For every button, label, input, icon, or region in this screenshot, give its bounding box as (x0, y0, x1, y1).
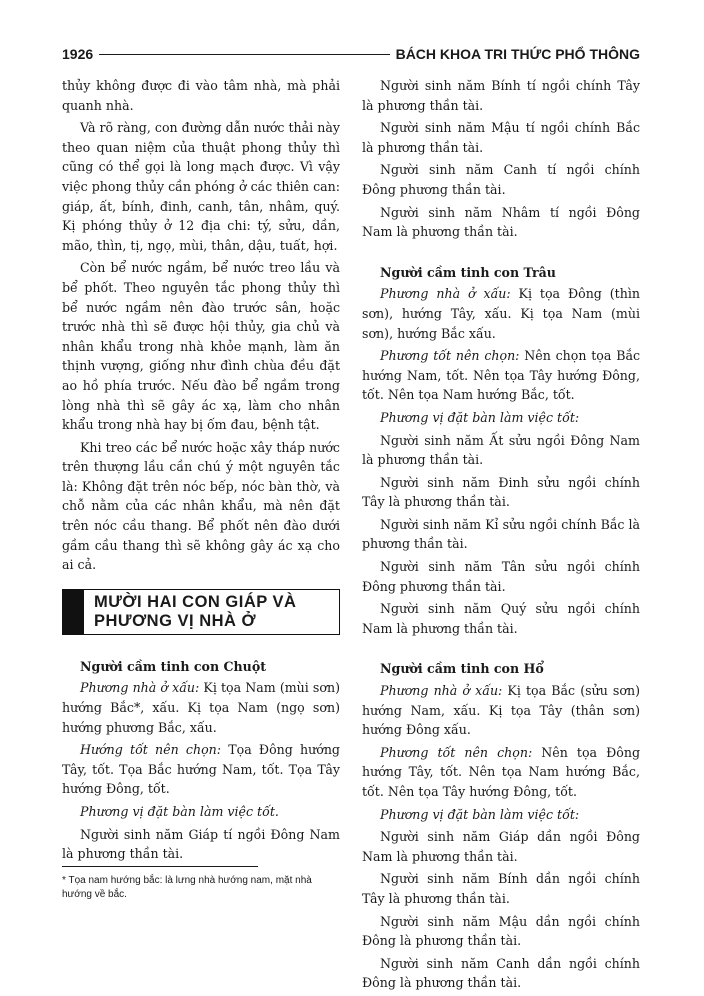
spacer (362, 245, 640, 263)
text: Tọa Đông hướng Tây, tốt. Tọa Bắc hướng Nam, tốt. Tọa Tây hướng Đông, tốt. (62, 742, 340, 797)
paragraph (362, 408, 640, 428)
label: Phương vị đặt bàn làm việc tốt: (380, 409, 580, 425)
paragraph: Người sinh năm Giáp tí ngồi Đông Nam là phương thần tài. (62, 826, 340, 862)
section-title-line: PHƯƠNG VỊ NHÀ Ở (94, 611, 257, 630)
paragraph (62, 802, 340, 822)
paragraph (362, 681, 640, 740)
paragraph: Người sinh năm Mậu dần ngồi chính Đông là phương thần tài. (362, 913, 640, 949)
paragraph: Người sinh năm Nhâm tí ngồi Đông Nam là phương thần tài. (362, 204, 640, 240)
paragraph (362, 346, 640, 405)
label: Phương tốt nên chọn: (380, 744, 533, 760)
label: Phương vị đặt bàn làm việc tốt: (380, 806, 580, 822)
page-number: 1926 (62, 46, 94, 62)
book-title: BÁCH KHOA TRI THỨC PHỔ THÔNG (395, 46, 640, 62)
paragraph: Và rõ ràng, con đường dẫn nước thải này theo quan niệm của thuật phong thủy thì cũng có thể gọi là long mạch được. Vì vậy việc phong thủy cần phóng ở các thiên can: giáp, ất, bính, đinh, canh, tân, nhâm, quý. Kị phóng thủy ở 12 địa chi: tý, sửu, dần, mão, thìn, tị, ngọ, mùi, thân, dậu, tuất, hợi. (62, 120, 340, 253)
zodiac-heading: Người cầm tinh con Chuột (80, 658, 267, 674)
paragraph: Người sinh năm Giáp dần ngồi Đông Nam là phương thần tài. (362, 829, 640, 864)
paragraph (362, 805, 640, 825)
paragraph: Khi treo các bể nước hoặc xây tháp nước trên thượng lầu cần chú ý một nguyên tắc là: Không đặt trên nóc bếp, nóc bàn thờ, và chỗ nằm của các nhân khẩu, mà nên đặt trên nóc cầu thang. Bể phốt nên đào dưới gầm cầu thang thì sẽ không gây ác xạ cho ai cả. (62, 439, 340, 573)
paragraph: Người sinh năm Mậu tí ngồi chính Bắc là phương thần tài. (362, 120, 640, 155)
paragraph (362, 743, 640, 802)
section-title (62, 589, 340, 635)
paragraph: Người sinh năm Bính tí ngồi chính Tây là phương thần tài. (362, 78, 640, 113)
label: Phương nhà ở xấu: (380, 286, 511, 302)
text: Nên tọa Đông hướng Tây, tốt. Nên tọa Nam hướng Bắc, tốt. Nên tọa Tây hướng Đông, tốt. (362, 744, 640, 799)
label: Phương vị đặt bàn làm việc tốt. (80, 804, 279, 819)
spacer (362, 641, 640, 659)
zodiac-heading: Người cầm tinh con Hổ (380, 661, 544, 677)
paragraph: Người sinh năm Đinh sửu ngồi chính Tây là phương thần tài. (362, 474, 640, 510)
paragraph: Người sinh năm Kỉ sửu ngồi chính Bắc là phương thần tài. (362, 516, 640, 552)
page-header (62, 44, 640, 64)
text: Kị tọa Đông (thìn sơn), hướng Tây, xấu. Kị tọa Nam (mùi sơn), hướng Bắc xấu. (362, 286, 640, 341)
paragraph: Người sinh năm Quý sửu ngồi chính Nam là phương thần tài. (362, 601, 640, 636)
label: Phương tốt nên chọn: (380, 348, 520, 364)
text: Kị tọa Nam (mùi sơn) hướng Bắc*, xấu. Kị tọa Nam (ngọ sơn) hướng phương Bắc, xấu. (62, 680, 340, 735)
label: Phương nhà ở xấu: (80, 680, 200, 696)
paragraph: Người sinh năm Ất sửu ngồi Đông Nam là phương thần tài. (362, 432, 640, 468)
paragraph (362, 284, 640, 343)
section-title-box (84, 589, 340, 635)
paragraph (62, 740, 340, 799)
left-column (62, 76, 340, 867)
section-title-bar (62, 589, 84, 635)
footnote-rule (62, 866, 258, 867)
paragraph: Còn bể nước ngầm, bể nước treo lầu và bể phốt. Theo nguyên tắc phong thủy thì bể nước ngầm nên đào trước sân, hoặc trước nhà thì sẽ được hội thủy, gia chủ và nhân khẩu trong nhà khỏe mạnh, làm ăn thịnh vượng, giống như đình chùa đều đặt ao hồ phía trước. Nếu đào bể ngầm trong lòng nhà thì sẽ gây ác xạ, làm cho nhân khẩu trong nhà hay bị ốm đau, bệnh tật. (62, 260, 340, 433)
section-title-line: MƯỜI HAI CON GIÁP VÀ (94, 592, 297, 611)
label: Hướng tốt nên chọn: (80, 742, 222, 758)
zodiac-heading: Người cầm tinh con Trâu (380, 264, 556, 280)
paragraph (62, 678, 340, 737)
header-rule (99, 54, 389, 55)
paragraph: thủy không được đi vào tâm nhà, mà phải quanh nhà. (62, 78, 340, 113)
paragraph: Người sinh năm Canh dần ngồi chính Đông là phương thần tài. (362, 955, 640, 991)
text: Nên chọn tọa Bắc hướng Nam, tốt. Nên tọa Tây hướng Đông, tốt. Nên tọa Nam hướng Bắc, tốt. (362, 348, 641, 403)
paragraph: Người sinh năm Canh tí ngồi chính Đông phương thần tài. (362, 162, 640, 197)
right-column (362, 76, 640, 996)
footnote: * Tọa nam hướng bắc: là lưng nhà hướng nam, mặt nhà hướng về bắc. (62, 875, 312, 900)
label: Phương nhà ở xấu: (380, 683, 503, 699)
paragraph: Người sinh năm Tân sửu ngồi chính Đông phương thần tài. (362, 559, 640, 594)
paragraph: Người sinh năm Bính dần ngồi chính Tây là phương thần tài. (362, 871, 640, 906)
text: Kị tọa Bắc (sửu sơn) hướng Nam, xấu. Kị tọa Tây (thân sơn) hướng Đông xấu. (362, 683, 640, 738)
